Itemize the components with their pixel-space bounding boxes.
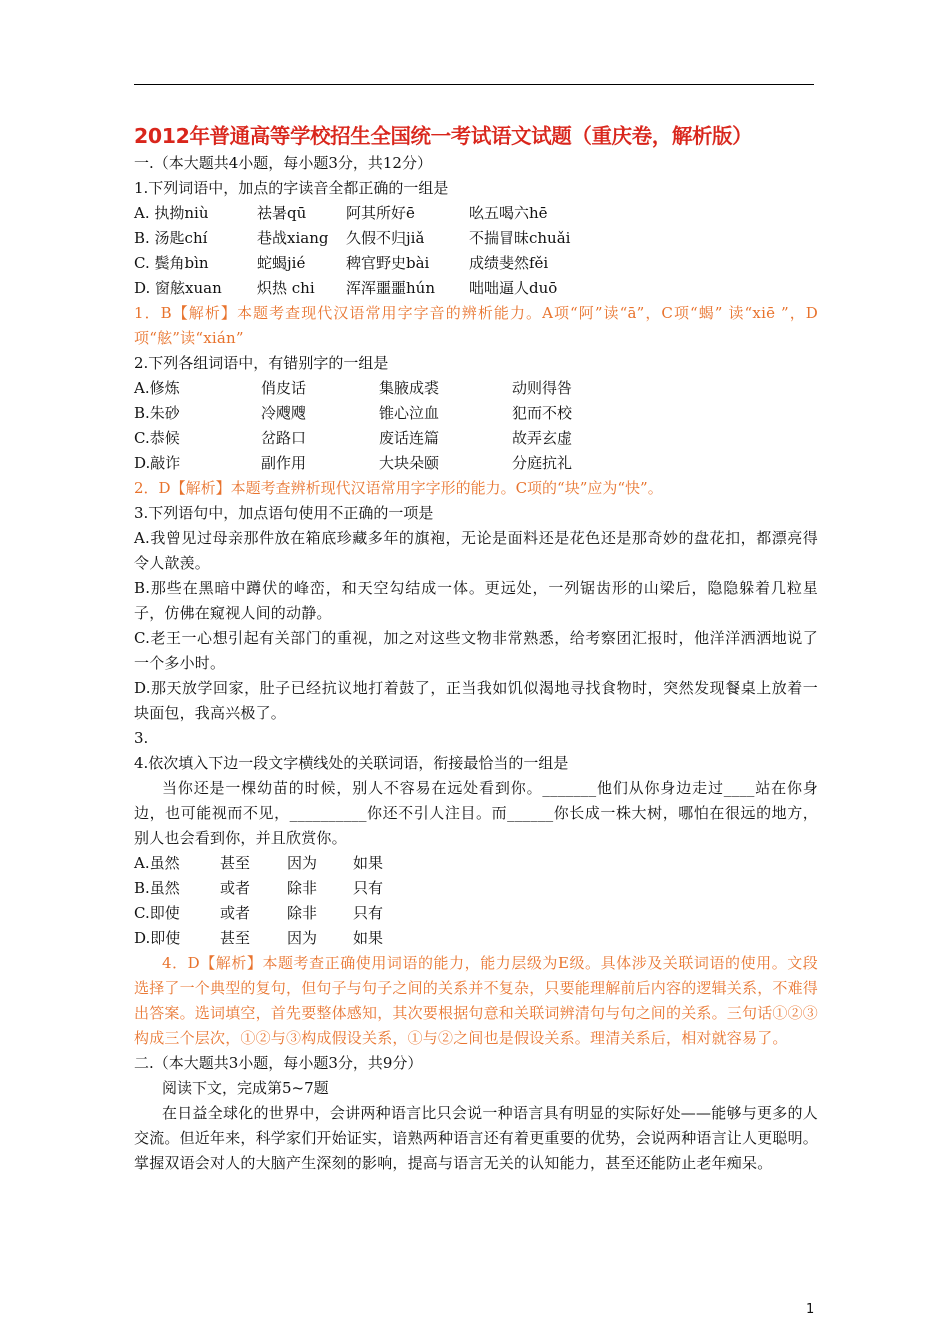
- q4-option-b-2: 或者: [220, 879, 251, 897]
- question-3-stem: 3.下列语句中，加点语句使用不正确的一项是: [134, 504, 434, 522]
- q2-option-b-4: 犯而不校: [512, 404, 573, 422]
- q1-option-b-3: 久假不归jiǎ: [346, 229, 425, 247]
- header-rule: [134, 84, 814, 85]
- q2-option-a-3: 集腋成裘: [379, 379, 440, 397]
- q1-option-c-2: 蛇蝎jié: [257, 254, 306, 272]
- q2-option-a: [134, 376, 818, 401]
- q1-option-c-4: 成绩斐然fěi: [469, 254, 549, 272]
- q1-option-b-4: 不揣冒昧chuǎi: [469, 229, 571, 247]
- q1-option-d-4: 咄咄逼人duō: [469, 279, 558, 297]
- q2-option-a-2: 俏皮话: [261, 379, 307, 397]
- q1-option-a-2: 祛暑qū: [257, 204, 307, 222]
- q1-option-a-3: 阿其所好ē: [346, 204, 415, 222]
- q1-option-d-2: 炽热 chi: [257, 279, 315, 297]
- q2-option-a-4: 动则得咎: [512, 379, 573, 397]
- q1-option-a-1: A. 执拗niù: [134, 204, 209, 222]
- q4-option-d-3: 因为: [287, 929, 318, 947]
- q1-option-a: [134, 201, 818, 226]
- q2-option-c-3: 废话连篇: [379, 429, 440, 447]
- q3-option-c: C.老王一心想引起有关部门的重视，加之对这些文物非常熟悉，给考察团汇报时，他洋洋洒洒地说了一个多小时。: [134, 629, 818, 672]
- q2-option-b: [134, 401, 818, 426]
- q2-option-c-4: 故弄玄虚: [512, 429, 573, 447]
- section-heading-1: 一.（本大题共4小题，每小题3分，共12分）: [134, 154, 432, 172]
- q1-option-a-4: 吆五喝六hē: [469, 204, 548, 222]
- q1-option-b-2: 巷战xiang: [257, 229, 329, 247]
- q2-option-d: [134, 451, 818, 476]
- page-title: 2012年普通高等学校招生全国统一考试语文试题（重庆卷，解析版）: [134, 124, 753, 148]
- q4-option-a-2: 甚至: [220, 854, 251, 872]
- q4-option-b: [134, 876, 818, 901]
- q4-option-d-1: D.即使: [134, 929, 181, 947]
- q4-option-b-3: 除非: [287, 879, 318, 897]
- q2-option-c-2: 岔路口: [261, 429, 307, 447]
- document-body: [134, 121, 818, 1176]
- q4-option-a: [134, 851, 818, 876]
- reading-paragraph-1: 在日益全球化的世界中，会讲两种语言比只会说一种语言具有明显的实际好处——能够与更多的人交流。但近年来，科学家们开始证实，谙熟两种语言还有着更重要的优势，会说两种语言让人更聪明。掌握双语会对人的大脑产生深刻的影响，提高与语言无关的认知能力，甚至还能防止老年痴呆。: [134, 1104, 819, 1172]
- q1-option-d-1: D. 窗舷xuan: [134, 279, 222, 297]
- q1-option-d-3: 浑浑噩噩hún: [346, 279, 435, 297]
- q4-passage: 当你还是一棵幼苗的时候，别人不容易在远处看到你。_______他们从你身边走过____站在你身边，也可能视而不见，__________你还不引人注目。而______你长成一株大树，哪怕在很远的地方，别人也会看到你，并且欣赏你。: [134, 779, 818, 847]
- q3-option-b: B.那些在黑暗中蹲伏的峰峦，和天空勾结成一体。更远处，一列锯齿形的山梁后，隐隐躲着几粒星子，仿佛在窥视人间的动静。: [134, 579, 818, 622]
- q2-option-d-1: D.敲诈: [134, 454, 181, 472]
- q4-option-c-1: C.即使: [134, 904, 180, 922]
- q4-option-b-1: B.虽然: [134, 879, 180, 897]
- q4-option-a-1: A.虽然: [134, 854, 180, 872]
- q2-option-d-2: 副作用: [261, 454, 307, 472]
- section-heading-2: 二.（本大题共3小题，每小题3分，共9分）: [134, 1054, 423, 1072]
- q1-option-b-1: B. 汤匙chí: [134, 229, 208, 247]
- q1-option-b: [134, 226, 818, 251]
- q2-option-b-1: B.朱砂: [134, 404, 180, 422]
- q4-option-c: [134, 901, 818, 926]
- q2-option-c: [134, 426, 818, 451]
- q2-option-c-1: C.恭候: [134, 429, 180, 447]
- q4-option-d: [134, 926, 818, 951]
- q4-option-c-3: 除非: [287, 904, 318, 922]
- q2-answer: 2．D【解析】本题考查辨析现代汉语常用字字形的能力。C项的“块”应为“快”。: [134, 479, 663, 497]
- reading-intro: 阅读下文，完成第5~7题: [162, 1079, 329, 1097]
- q4-option-a-4: 如果: [353, 854, 384, 872]
- q4-option-d-4: 如果: [353, 929, 384, 947]
- q4-option-d-2: 甚至: [220, 929, 251, 947]
- question-1-stem: 1.下列词语中，加点的字读音全都正确的一组是: [134, 179, 449, 197]
- q2-option-b-2: 冷飕飕: [261, 404, 307, 422]
- q3-answer: 3.: [134, 729, 149, 747]
- q4-option-c-4: 只有: [353, 904, 384, 922]
- q4-answer: 4．D【解析】本题考查正确使用词语的能力，能力层级为E级。具体涉及关联词语的使用。文段选择了一个典型的复句，但句子与句子之间的关系并不复杂，只要能理解前后内容的逻辑关系，不难得出答案。选词填空，首先要整体感知，其次要根据句意和关联词辨清句与句之间的关系。三句话①②③构成三个层次，①②与③构成假设关系，①与②之间也是假设关系。理清关系后，相对就容易了。: [134, 954, 819, 1047]
- q1-option-c-1: C. 鬓角bìn: [134, 254, 209, 272]
- q4-option-c-2: 或者: [220, 904, 251, 922]
- q2-option-d-4: 分庭抗礼: [512, 454, 573, 472]
- q3-option-a: A.我曾见过母亲那件放在箱底珍藏多年的旗袍，无论是面料还是花色还是那奇妙的盘花扣，都漂亮得令人歆羡。: [134, 529, 818, 572]
- q4-option-a-3: 因为: [287, 854, 318, 872]
- q2-option-d-3: 大块朵颐: [379, 454, 440, 472]
- q3-option-d: D.那天放学回家，肚子已经抗议地打着鼓了，正当我如饥似渴地寻找食物时，突然发现餐桌上放着一块面包，我高兴极了。: [134, 679, 818, 722]
- q1-option-c-3: 稗官野史bài: [346, 254, 430, 272]
- q4-option-b-4: 只有: [353, 879, 384, 897]
- q2-option-b-3: 锥心泣血: [379, 404, 440, 422]
- page-number: 1: [806, 1302, 815, 1317]
- question-2-stem: 2.下列各组词语中，有错别字的一组是: [134, 354, 389, 372]
- q1-option-d: [134, 276, 818, 301]
- q1-answer: 1．B【解析】本题考查现代汉语常用字字音的辨析能力。A项“阿”读“ā”，C项“蝎” 读“xiē ”，D 项“舷”读“xián”: [134, 304, 818, 347]
- q2-option-a-1: A.修炼: [134, 379, 180, 397]
- q1-option-c: [134, 251, 818, 276]
- question-4-stem: 4.依次填入下边一段文字横线处的关联词语，衔接最恰当的一组是: [134, 754, 569, 772]
